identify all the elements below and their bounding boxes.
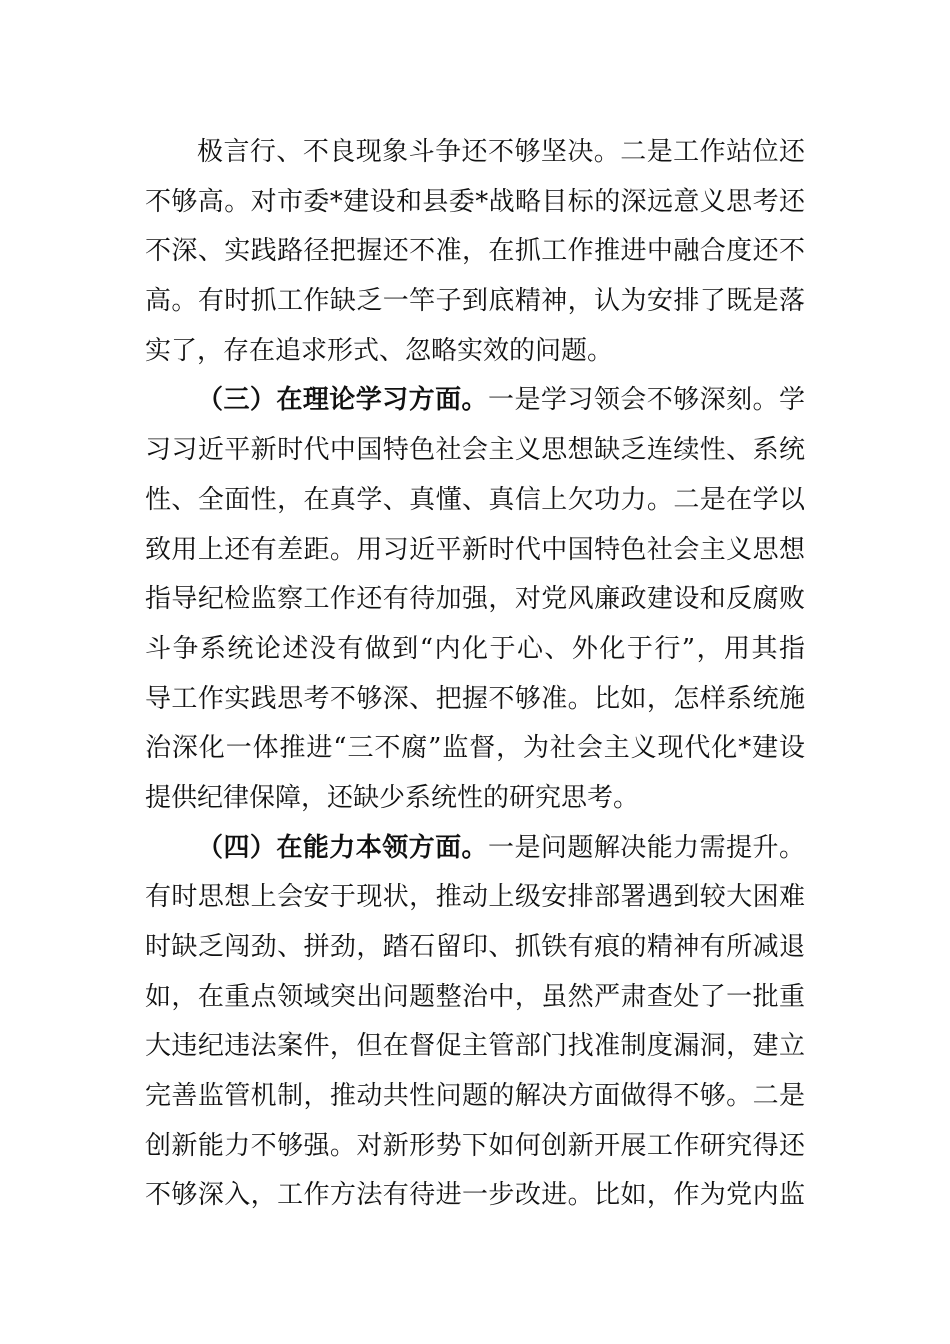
text-line [145,824,805,874]
text-line: 高。有时抓工作缺乏一竿子到底精神，认为安排了既是落 [145,286,805,317]
text-line: 不够深入，工作方法有待进一步改进。比如，作为党内监 [145,1180,805,1211]
paragraph-capability [145,824,805,1222]
text-line: 习习近平新时代中国特色社会主义思想缺乏连续性、系统 [145,435,805,466]
text-line: 实了，存在追求形式、忽略实效的问题。 [145,335,614,366]
text-line: 斗争系统论述没有做到“内化于心、外化于行”，用其指 [145,633,805,664]
text-line: 导工作实践思考不够深、把握不够准。比如，怎样系统施 [145,683,805,714]
text-line [145,376,805,426]
text-line: 时缺乏闯劲、拼劲，踏石留印、抓铁有痕的精神有所减退 [145,932,805,962]
text-line-content: 一是问题解决能力需提升。 [488,832,805,863]
text-line: 指导纪检监察工作还有待加强，对党风廉政建设和反腐败 [145,584,805,615]
text-line: 致用上还有差距。用习近平新时代中国特色社会主义思想 [145,534,805,565]
section-heading-theory-study: （三）在理论学习方面。 [197,385,488,416]
document-body [145,128,805,1221]
text-line: 大违纪违法案件，但在督促主管部门找准制度漏洞，建立 [145,1031,805,1062]
text-line-content: 一是学习领会不够深刻。学 [488,385,805,416]
text-line: 极言行、不良现象斗争还不够坚决。二是工作站位还 [197,137,805,167]
text-line: 提供纪律保障，还缺少系统性的研究思考。 [145,782,640,813]
text-line: 有时思想上会安于现状，推动上级安排部署遇到较大困难 [145,882,805,913]
text-line: 治深化一体推进“三不腐”监督，为社会主义现代化*建设 [145,733,805,764]
text-line: 完善监管机制，推动共性问题的解决方面做得不够。二是 [145,1081,805,1112]
text-line: 不深、实践路径把握还不准，在抓工作推进中融合度还不 [145,236,805,267]
paragraph-theory-study [145,376,805,823]
text-line: 如，在重点领域突出问题整治中，虽然严肃查处了一批重 [145,981,805,1012]
section-heading-capability: （四）在能力本领方面。 [197,832,488,863]
paragraph-continuation [145,128,805,376]
text-line: 不够高。对市委*建设和县委*战略目标的深远意义思考还 [145,186,805,217]
text-line: 性、全面性，在真学、真懂、真信上欠功力。二是在学以 [145,484,805,515]
text-line: 创新能力不够强。对新形势下如何创新开展工作研究得还 [145,1130,805,1161]
